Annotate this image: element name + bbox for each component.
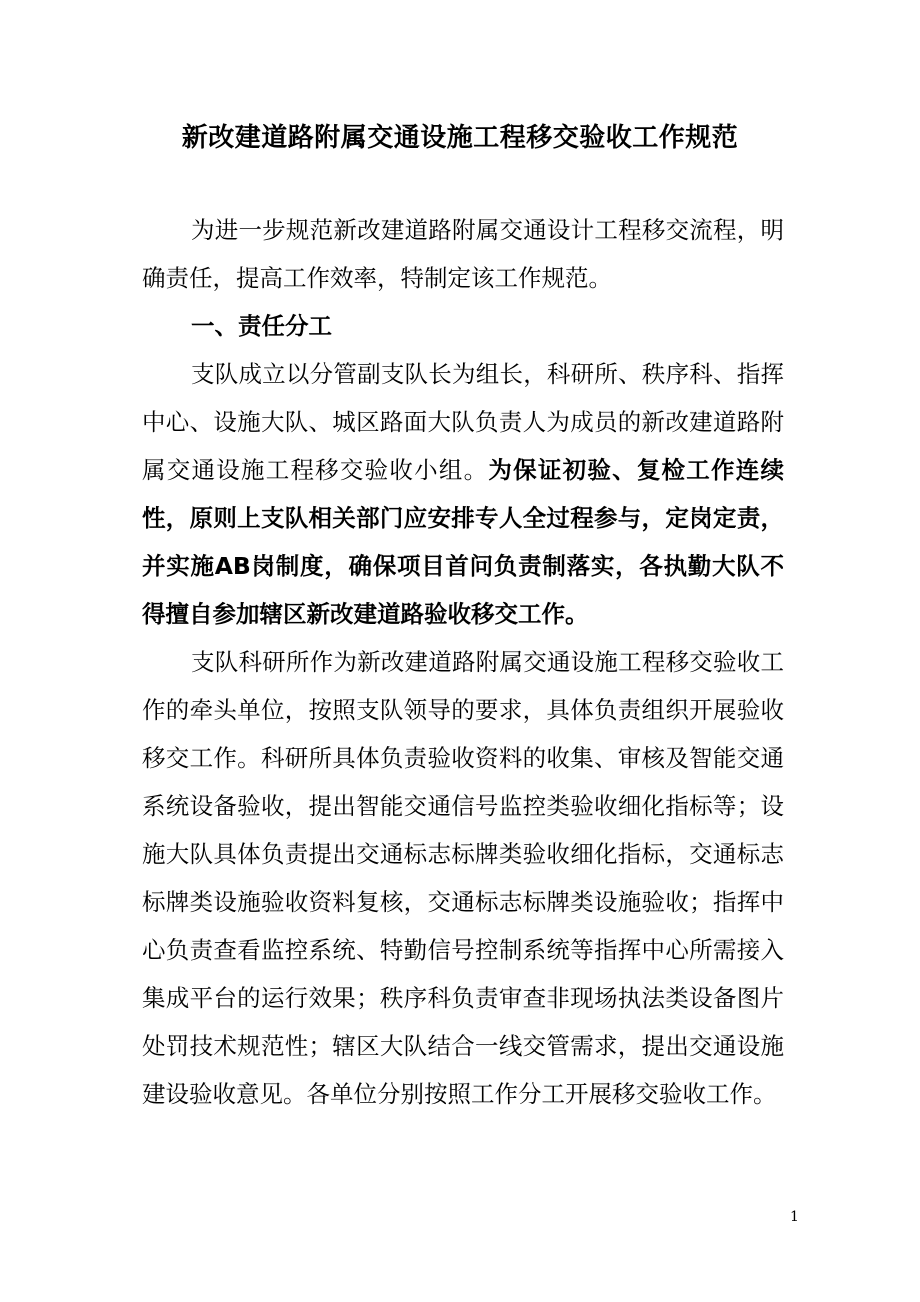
- document-title: 新改建道路附属交通设施工程移交验收工作规范: [181, 123, 739, 153]
- paragraph-text: 支队成立以分管副支队长为组长，科研所、秩序科、指挥中心、设施大队、城区路面大队负责人为成员的新改建道路附属交通设施工程移交验收小组。: [142, 360, 784, 484]
- paragraph-bold-text: 为保证初验、复检工作连续性，原则上支队相关部门应安排专人全过程参与，定岗定责，并实施AB岗制度，确保项目首问负责制落实，各执勤大队不得擅自参加辖区新改建道路验收移交工作。: [142, 456, 785, 628]
- page-number: 1: [790, 1209, 799, 1225]
- paragraph-duties: 支队科研所作为新改建道路附属交通设施工程移交验收工作的牵头单位，按照支队领导的要求，具体负责组织开展验收移交工作。科研所具体负责验收资料的收集、审核及智能交通系统设备验收，提出智能交通信号监控类验收细化指标等；设施大队具体负责提出交通标志标牌类验收细化指标，交通标志标牌类设施验收资料复核，交通标志标牌类设施验收；指挥中心负责查看监控系统、特勤信号控制系统等指挥中心所需接入集成平台的运行效果；秩序科负责审查非现场执法类设备图片处罚技术规范性；辖区大队结合一线交管需求，提出交通设施建设验收意见。各单位分别按照工作分工开展移交验收工作。: [142, 648, 784, 1108]
- section-heading-responsibility: 一、责任分工: [191, 312, 332, 340]
- paragraph-team-composition: [142, 350, 784, 638]
- document-body: [142, 206, 784, 1118]
- intro-paragraph: 为进一步规范新改建道路附属交通设计工程移交流程，明确责任，提高工作效率，特制定该工作规范。: [142, 216, 784, 292]
